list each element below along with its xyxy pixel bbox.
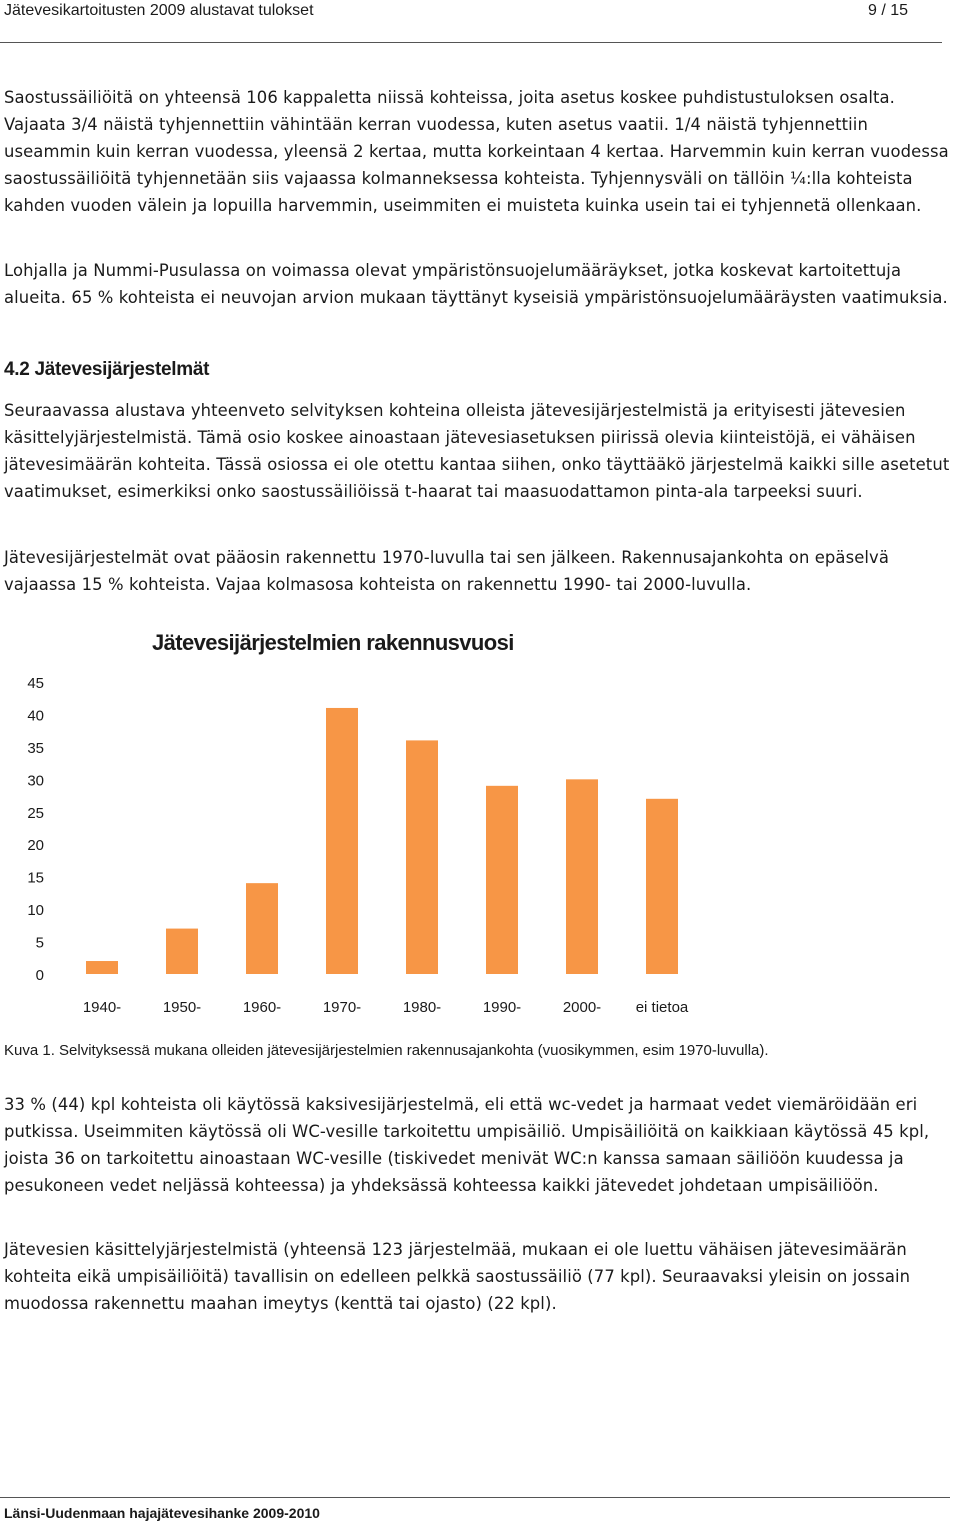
footer-project-name: Länsi-Uudenmaan hajajätevesihanke 2009-2010: [4, 1505, 320, 1521]
header-divider: [0, 42, 942, 43]
paragraph-summary: Seuraavassa alustava yhteenveto selvityksen kohteina olleista jätevesijärjestelmistä ja erityisesti jätevesien käsittelyjärjestelmistä. Tämä osio koskee ainoastaan jätevesiasetuksen piirissä olevia kiinteistöjä, ei vähäisen jätevesimäärän kohteita. Tässä osiossa ei ole otettu kantaa siihen, onko täyttääkö järjestelmä kaikki sille asetetut vaatimukset, esimerkiksi onko saostussäiliöissä t-haarat tai maasuodattamon pinta-ala tarpeeksi suuri.: [4, 401, 950, 501]
page-number: 9 / 15: [867, 2, 908, 19]
section-heading: 4.2 Jätevesijärjestelmät: [4, 359, 210, 380]
x-tick-label: 1940-: [82, 999, 122, 1016]
footer-divider: [0, 1497, 950, 1498]
paragraph-septic-tanks: Saostussäiliöitä on yhteensä 106 kappaletta niissä kohteissa, joita asetus koskee puhdistustuloksen osalta. Vajaata 3/4 näistä tyhjennettiin vähintään kerran vuodessa, kuten asetus vaatii. 1/4 näistä tyhjennettiin useammin kuin kerran vuodessa, yleensä 2 kertaa, mutta korkeintaan 4 kertaa. Harvemmin kuin kerran vuodessa saostussäiliöitä tyhjennetään siis vajaassa kolmanneksessa kohteista. Tyhjennysväli on tällöin ¼:lla kohteista kahden vuoden välein ja lopuilla harvemmin, useimmiten ei muisteta kuinka usein tai ei tyhjennetä ollenkaan.: [4, 88, 949, 215]
bar-1990: [486, 786, 518, 974]
y-tick-label: 20: [27, 837, 44, 855]
x-tick-label: 1980-: [402, 999, 442, 1016]
bar-2000: [566, 779, 598, 974]
bar-1940: [86, 961, 118, 974]
paragraph-construction-time: Jätevesijärjestelmät ovat pääosin rakennettu 1970-luvulla tai sen jälkeen. Rakennusajankohta on epäselvä vajaassa 15 % kohteista. Vajaa kolmasosa kohteista on rakennettu 1990- tai 2000-luvulla.: [4, 548, 889, 594]
x-tick-label: 2000-: [562, 999, 602, 1016]
paragraph-two-water-systems: 33 % (44) kpl kohteista oli käytössä kaksivesijärjestelmä, eli että wc-vedet ja harmaat vedet viemäröidään eri putkissa. Useimmiten käytössä oli WC-vesille tarkoitettu umpisäiliö. Umpisäiliöitä on kaikkiaan käytössä 45 kpl, joista 36 on tarkoitettu ainoastaan WC-vesille (tiskivedet menivät WC:n kanssa samaan säiliöön kuudessa ja pesukoneen vedet neljässä kohteessa) ja yhdeksässä kohteessa kaikki jätevedet johdetaan umpisäiliöön.: [4, 1095, 930, 1195]
y-tick-label: 30: [27, 772, 44, 790]
x-tick-label: 1990-: [482, 999, 522, 1016]
page-header: [4, 2, 908, 22]
bar-1970: [326, 708, 358, 974]
y-tick-label: 10: [27, 902, 44, 920]
y-axis-ticks: [27, 675, 44, 984]
x-tick-label: 1950-: [162, 999, 202, 1016]
bars-group: [86, 708, 678, 974]
y-tick-label: 35: [27, 739, 44, 757]
paragraph-treatment-systems: Jätevesien käsittelyjärjestelmistä (yhteensä 123 järjestelmää, mukaan ei ole luettu vähäisen jätevesimäärän kohteita eikä umpisäiliöitä) tavallisin on edelleen pelkkä saostussäiliö (77 kpl). Seuraavaksi yleisin on jossain muodossa rakennettu maahan imeytys (kenttä tai ojasto) (22 kpl).: [4, 1240, 911, 1313]
bar-1980: [406, 740, 438, 974]
document-title: Jätevesikartoitusten 2009 alustavat tulokset: [4, 2, 314, 19]
bar-1950: [166, 929, 198, 974]
x-tick-label: 1960-: [242, 999, 282, 1016]
x-tick-label: ei tietoa: [635, 999, 689, 1016]
y-tick-label: 25: [27, 804, 44, 822]
y-tick-label: 15: [27, 869, 44, 887]
paragraph-regulations: Lohjalla ja Nummi-Pusulassa on voimassa olevat ympäristönsuojelumääräykset, jotka koskevat kartoitettuja alueita. 65 % kohteista ei neuvojan arvion mukaan täyttänyt kyseisiä ympäristönsuojelumääräysten vaatimuksia.: [4, 261, 948, 307]
x-tick-label: 1970-: [322, 999, 362, 1016]
x-axis-ticks: [83, 999, 689, 1016]
bar-eitietoa: [646, 799, 678, 974]
y-tick-label: 0: [35, 967, 44, 984]
chart-title: Jätevesijärjestelmien rakennusvuosi: [152, 630, 514, 655]
y-tick-label: 5: [35, 934, 44, 952]
y-tick-label: 40: [27, 707, 44, 725]
y-tick-label: 45: [27, 675, 44, 692]
bar-chart: [0, 620, 960, 1030]
bar-1960: [246, 883, 278, 974]
figure-caption: Kuva 1. Selvityksessä mukana olleiden jätevesijärjestelmien rakennusajankohta (vuosikymmen, esim 1970-luvulla).: [4, 1042, 769, 1059]
